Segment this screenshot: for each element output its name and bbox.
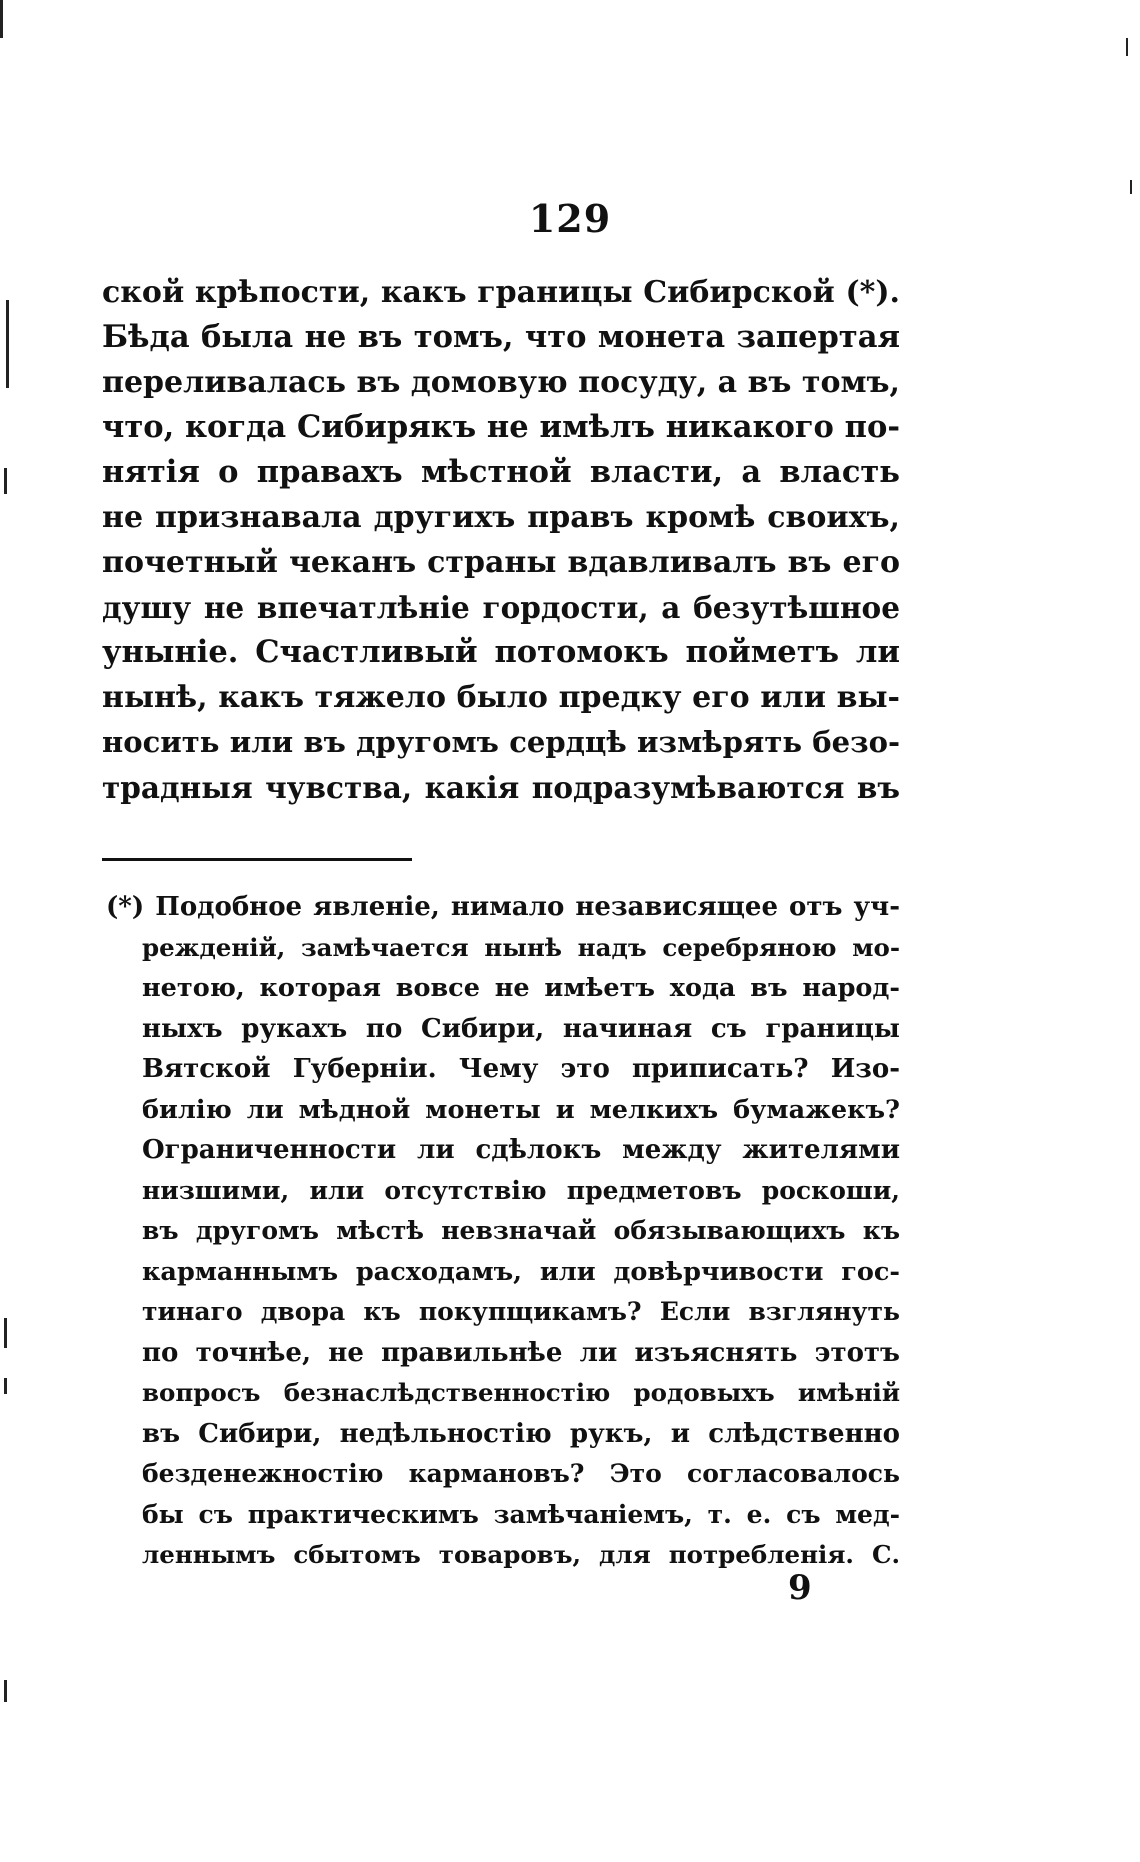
right-edge-mark-2 [1130, 180, 1132, 194]
main-text-line: душу не впечатлѣніе гордости, а безутѣшное [102, 590, 900, 625]
main-text-line: традныя чувства, какія подразумѣваются въ [102, 770, 900, 805]
footnote-line: карманнымъ расходамъ, или довѣрчивости гос- [142, 1256, 900, 1287]
footnote-line: билію ли мѣдной монеты и мелкихъ бумажекъ? [142, 1094, 900, 1125]
footnote-line: въ другомъ мѣстѣ невзначай обязывающихъ къ [142, 1216, 900, 1245]
printer-signature-mark: 9 [788, 1568, 812, 1608]
main-text-line: Бѣда была не въ томъ, что монета запертая [102, 319, 900, 355]
footnote-line: тинаго двора къ покупщикамъ? Если взглянуть [142, 1297, 900, 1326]
footnote-line: Вятской Губерніи. Чему это приписать? Изо- [142, 1054, 900, 1084]
main-text-line: ской крѣпости, какъ границы Сибирской (*). [102, 275, 900, 310]
main-text-line: носить или въ другомъ сердцѣ измѣрять безо- [102, 725, 900, 759]
left-edge-mark-top [0, 0, 3, 38]
footnote-line: Ограниченности ли сдѣлокъ между жителями [142, 1135, 900, 1165]
footnote-line: низшими, или отсутствію предметовъ роскоши, [142, 1175, 900, 1205]
main-text-line: переливалась въ домовую посуду, а въ томъ, [102, 365, 900, 400]
main-text-line: почетный чеканъ страны вдавливалъ въ его [102, 545, 900, 580]
footnote-line: ныхъ рукахъ по Сибири, начиная съ границы [142, 1013, 900, 1044]
footnote-line: режденій, замѣчается нынѣ надъ серебряною мо- [142, 932, 900, 962]
page-number: 129 [528, 196, 612, 241]
footnote-line: (*) Подобное явленіе, нимало независящее отъ уч- [106, 892, 900, 922]
footnote-line: безденежностію кармановъ? Это согласовалось [142, 1459, 900, 1488]
left-edge-mark-1 [6, 300, 9, 388]
footnote-line: леннымъ сбытомъ товаровъ, для потребленія. С. [142, 1540, 900, 1569]
footnote-line: по точнѣе, не правильнѣе ли изъяснять этотъ [142, 1337, 900, 1368]
main-text-line: уныніе. Счастливый потомокъ пойметъ ли [102, 634, 900, 670]
main-text-line: нятія о правахъ мѣстной власти, а власть [102, 454, 900, 490]
left-edge-mark-4 [4, 1378, 7, 1394]
main-text-line: не признавала другихъ правъ кромѣ своихъ, [102, 500, 900, 535]
footnote-line: нетою, которая вовсе не имѣетъ хода въ народ- [142, 973, 900, 1003]
footnote-line: вопросъ безнаслѣдственностію родовыхъ имѣній [142, 1378, 900, 1407]
footnote-line: бы съ практическимъ замѣчаніемъ, т. е. съ мед- [142, 1499, 900, 1529]
footnote-divider [102, 858, 412, 861]
main-text-line: что, когда Сибирякъ не имѣлъ никакого по- [102, 409, 900, 445]
main-text [102, 270, 900, 810]
right-edge-mark-1 [1126, 38, 1128, 56]
left-edge-mark-3 [4, 1318, 7, 1348]
left-edge-mark-5 [4, 1680, 7, 1702]
footnote [106, 887, 900, 1576]
footnote-line: въ Сибири, недѣльностію рукъ, и слѣдственно [142, 1418, 900, 1449]
left-edge-mark-2 [4, 468, 7, 494]
main-text-line: нынѣ, какъ тяжело было предку его или вы- [102, 680, 900, 715]
